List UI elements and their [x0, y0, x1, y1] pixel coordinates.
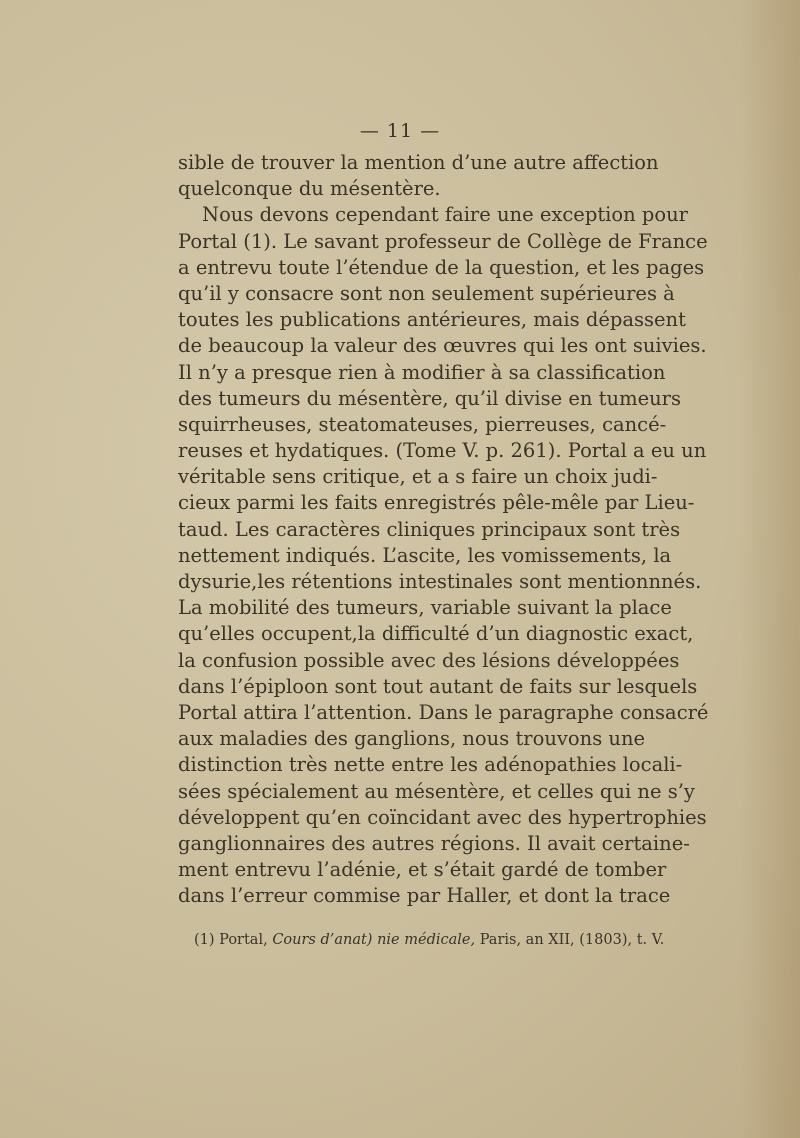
footnote-marker: (1) Portal,	[194, 932, 268, 948]
footnote-title: Cours d’anat) nie médicale,	[272, 932, 476, 948]
text-line: reuses et hydatiques. (Tome V. p. 261). Portal a eu un	[178, 439, 707, 463]
text-line: Il n’y a presque rien à modifier à sa classification	[178, 360, 666, 384]
text-line: véritable sens critique, et a s faire un choix judi-	[178, 465, 658, 489]
text-line: qu’il y consacre sont non seulement supérieures à	[178, 281, 675, 305]
text-line: La mobilité des tumeurs, variable suivant la place	[178, 596, 672, 620]
text-line: quelconque du mésentère.	[178, 177, 441, 201]
text-line: distinction très nette entre les adénopathies locali-	[178, 753, 683, 777]
text-line: qu’elles occupent,la difficulté d’un diagnostic exact,	[178, 622, 694, 646]
text-line: Nous devons cependant faire une exception pour	[202, 203, 689, 227]
text-line: la confusion possible avec des lésions développées	[178, 648, 680, 672]
text-line: ment entrevu l’adénie, et s’était gardé de tomber	[178, 858, 667, 882]
footnote	[194, 932, 665, 948]
body-text	[178, 150, 709, 909]
text-line: développent qu’en coïncidant avec des hypertrophies	[178, 805, 707, 829]
text-line: sible de trouver la mention d’une autre affection	[178, 151, 659, 174]
page-edge-shadow	[740, 0, 800, 1138]
text-line: dans l’épiploon sont tout autant de faits sur lesquels	[178, 674, 698, 698]
text-line: sées spécialement au mésentère, et celles qui ne s’y	[178, 779, 695, 803]
text-line: nettement indiqués. L’ascite, les vomissements, la	[178, 543, 672, 567]
text-line: de beaucoup la valeur des œuvres qui les ont suivies.	[178, 334, 707, 358]
text-line: dysurie,les rétentions intestinales sont mentionnnés.	[178, 570, 702, 593]
text-line: Portal (1). Le savant professeur de Collège de France	[178, 229, 708, 253]
text-line: Portal attira l’attention. Dans le paragraphe consacré	[178, 700, 709, 724]
text-line: dans l’erreur commise par Haller, et dont la trace	[178, 884, 671, 908]
text-line: aux maladies des ganglions, nous trouvons une	[178, 727, 646, 751]
footnote-rest: Paris, an XII, (1803), t. V.	[479, 932, 665, 948]
text-line: a entrevu toute l’étendue de la question, et les pages	[178, 255, 705, 279]
text-line: toutes les publications antérieures, mais dépassent	[178, 308, 686, 332]
text-line: cieux parmi les faits enregistrés pêle-mêle par Lieu-	[178, 491, 695, 515]
text-line: ganglionnaires des autres régions. Il avait certaine-	[178, 831, 690, 855]
page-number: — 11 —	[359, 120, 441, 142]
text-line: taud. Les caractères cliniques principaux sont très	[178, 517, 681, 541]
text-line: des tumeurs du mésentère, qu’il divise en tumeurs	[178, 386, 681, 410]
text-line: squirrheuses, steatomateuses, pierreuses, cancé-	[178, 412, 667, 436]
